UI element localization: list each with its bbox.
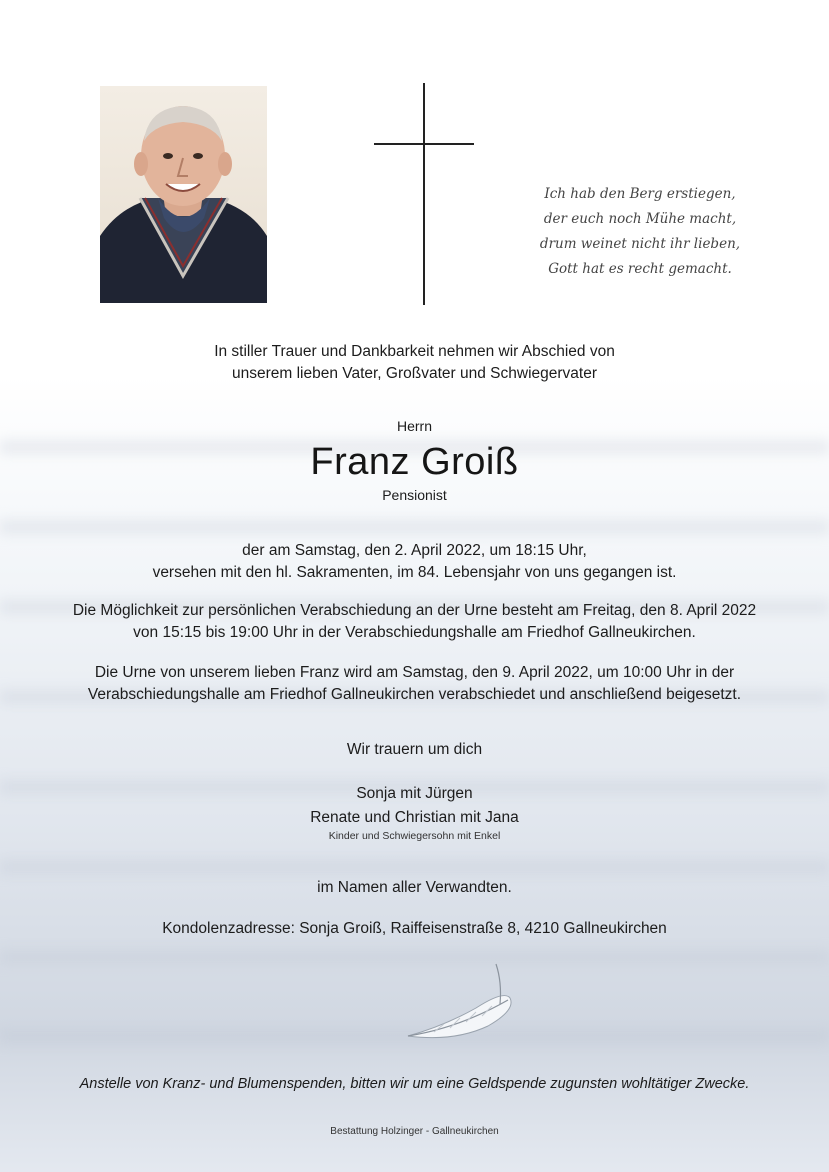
farewell-viewing-line: Die Möglichkeit zur persönlichen Verabschiedung an der Urne besteht am Freitag, den 8. April 2022 [72,602,757,619]
poem-line: drum weinet nicht ihr lieben, [539,236,741,252]
feather-icon [404,962,524,1052]
closing-note: Anstelle von Kranz- und Blumenspenden, bitten wir um eine Geldspende zugunsten wohltätiger Zwecke. [79,1076,750,1092]
urn-ceremony-line: Verabschiedungshalle am Friedhof Gallneukirchen verabschiedet und anschließend beigesetzt. [87,686,742,703]
background-stripe [0,520,829,534]
death-notice [0,540,829,584]
death-notice-line: versehen mit den hl. Sakramenten, im 84. Lebensjahr von uns gegangen ist. [152,564,677,581]
intro-line: In stiller Trauer und Dankbarkeit nehmen wir Abschied von [214,343,615,360]
intro-text [0,341,829,385]
farewell-viewing [0,600,829,644]
mourner-line: Sonja mit Jürgen [356,785,473,802]
poem-line: Ich hab den Berg erstiegen, [544,186,736,202]
relatives-text: im Namen aller Verwandten. [317,879,512,896]
poem-line: Gott hat es recht gemacht. [548,261,732,277]
intro-line: unserem lieben Vater, Großvater und Schwiegervater [231,365,597,382]
death-notice-line: der am Samstag, den 2. April 2022, um 18:15 Uhr, [242,542,587,559]
poem [520,182,760,282]
mourning-heading: Wir trauern um dich [346,741,483,758]
background-stripe [0,860,829,874]
portrait-photo [100,86,267,303]
condolence-address: Kondolenzadresse: Sonja Groiß, Raiffeisenstraße 8, 4210 Gallneukirchen [162,920,667,937]
mourner-line: Renate und Christian mit Jana [310,809,519,826]
mourners [0,782,829,830]
poem-line: der euch noch Mühe macht, [543,211,737,227]
urn-ceremony-line: Die Urne von unserem lieben Franz wird am Samstag, den 9. April 2022, um 10:00 Uhr in der [94,664,735,681]
occupation: Pensionist [382,487,447,503]
farewell-viewing-line: von 15:15 bis 19:00 Uhr in der Verabschiedungshalle am Friedhof Gallneukirchen. [133,624,696,641]
cross-vertical-bar [423,83,425,305]
salutation: Herrn [396,418,432,434]
funeral-home: Bestattung Holzinger - Gallneukirchen [330,1126,499,1137]
deceased-name: Franz Groiß [310,441,519,483]
mourners-note: Kinder und Schwiegersohn mit Enkel [328,830,501,842]
cross-horizontal-bar [374,143,474,145]
urn-ceremony [0,662,829,706]
